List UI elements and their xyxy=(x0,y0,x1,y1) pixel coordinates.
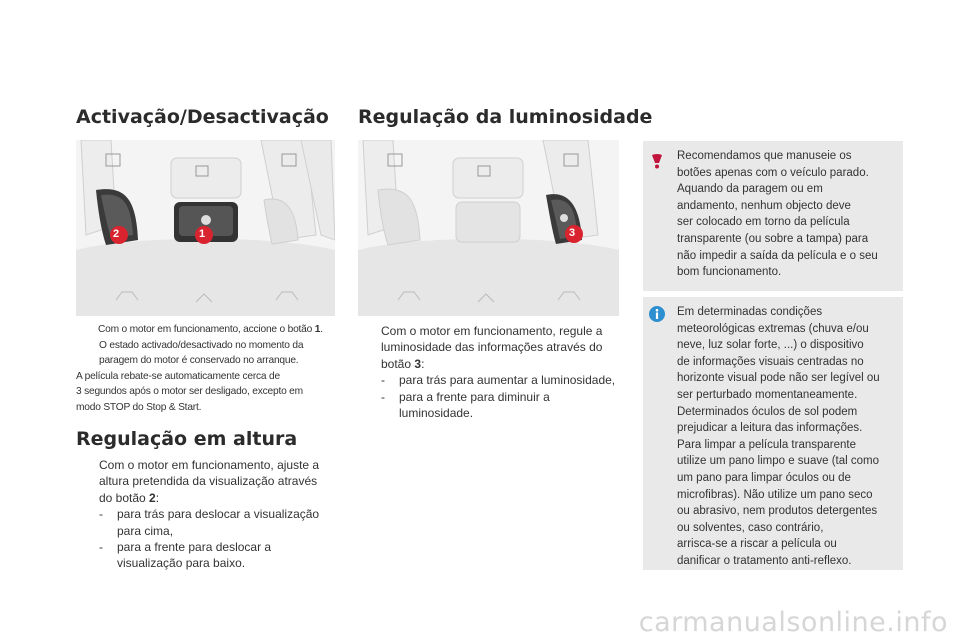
activation-text: Com o motor em funcionamento, accione o botão 1. O estado activado/desactivado no momento da paragem do motor é conservado no arranque. A película rebate-se automaticamente cerca de 3 segundos após o motor ser desligado, excepto em modo STOP do Stop & Start. xyxy=(76,322,346,415)
text-line: Para limpar a película transparente xyxy=(677,438,856,451)
text-line: ou abrasivo, nem produtos detergentes xyxy=(677,505,878,518)
text-line: Determinados óculos de sol podem xyxy=(677,405,858,418)
text-line: Em determinadas condições xyxy=(677,306,823,318)
height-text: Com o motor em funcionamento, ajuste a altura pretendida da visualização através do botão 2: - para trás para deslocar a visualização para cima, - para a frente para deslocar a visualização para baixo. xyxy=(76,457,346,572)
text-line: andamento, nenhum objecto deve xyxy=(677,199,851,212)
text-line: ser colocado em torno da película xyxy=(677,216,850,229)
text-line: Recomendamos que manuseie os xyxy=(677,150,852,162)
text-line: utilize um pano limpo e suave (tal como xyxy=(677,455,879,468)
text-line: neve, luz solar forte, ...) o dispositivo xyxy=(677,339,864,352)
warning-box xyxy=(643,141,903,291)
info-icon xyxy=(649,306,665,322)
text-line: arrisca-se a riscar a película ou xyxy=(677,538,837,551)
text-line: ou solventes, caso contrário, xyxy=(677,521,824,534)
text-line: transparente (ou sobre a tampa) para xyxy=(677,232,869,245)
callout-3: 3 xyxy=(569,227,576,239)
section-title-height: Regulação em altura xyxy=(76,428,298,450)
text-line: meteorológicas extremas (chuva e/ou xyxy=(677,322,869,335)
callout-2: 2 xyxy=(113,228,120,240)
text-line: microfibras). Não utilize um pano seco xyxy=(677,488,873,501)
activation-bullet: Com o motor em funcionamento, accione o botão 1. xyxy=(98,324,323,335)
section-title-activation: Activação/Desactivação xyxy=(76,106,329,128)
text-line: não impedir a saída da película e o seu xyxy=(677,249,878,262)
info-text xyxy=(677,304,897,570)
text-line: ser perturbado momentaneamente. xyxy=(677,388,858,401)
text-line: um pano para limpar óculos ou de xyxy=(677,471,851,484)
info-box xyxy=(643,297,903,570)
text-line: bom funcionamento. xyxy=(677,266,782,279)
callout-1: 1 xyxy=(199,228,206,240)
text-line: botões apenas com o veículo parado. xyxy=(677,166,869,179)
text-line: danificar o tratamento anti-reflexo. xyxy=(677,554,852,567)
text-line: de informações visuais centradas no xyxy=(677,355,864,368)
text-line: Aquando da paragem ou em xyxy=(677,183,823,196)
warning-text xyxy=(677,148,897,281)
photo-hud-buttons-2 xyxy=(358,140,619,316)
photo-hud-buttons-1 xyxy=(76,140,335,316)
brightness-bullet: Com o motor em funcionamento, regule a xyxy=(381,324,603,338)
watermark: carmanualsonline.info xyxy=(638,607,948,638)
text-line: horizonte visual pode não ser legível ou xyxy=(677,372,880,385)
height-bullet: Com o motor em funcionamento, ajuste a xyxy=(99,458,320,472)
warning-icon xyxy=(649,153,665,169)
section-title-brightness: Regulação da luminosidade xyxy=(358,106,653,128)
text-line: prejudicar a leitura das informações. xyxy=(677,422,863,435)
brightness-text: Com o motor em funcionamento, regule a luminosidade das informações através do botão 3: - para trás para aumentar a luminosidade, - para a frente para diminuir a luminosidade. xyxy=(358,323,628,421)
